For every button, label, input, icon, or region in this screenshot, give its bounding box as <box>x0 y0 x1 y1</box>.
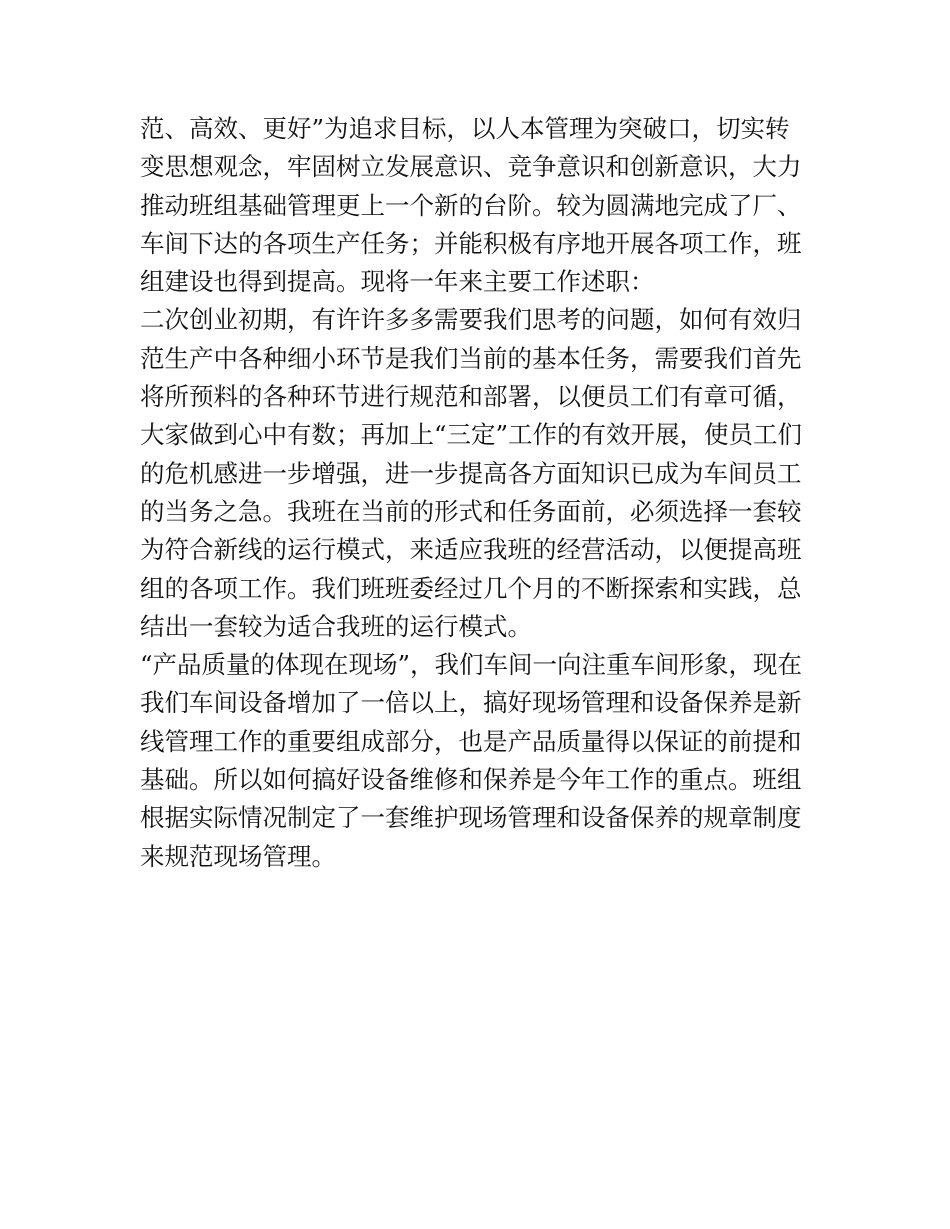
text-line: 为符合新线的运行模式，来适应我班的经营活动，以便提高班 <box>140 535 802 565</box>
text-line: “产品质量的体现在现场”，我们车间一向注重车间形象，现在 <box>140 650 803 680</box>
text-line: 车间下达的各项生产任务；并能积极有序地开展各项工作，班 <box>140 228 802 258</box>
text-line: 范、高效、更好”为追求目标，以人本管理为突破口，切实转 <box>140 114 790 143</box>
text-line: 变思想观念，牢固树立发展意识、竞争意识和创新意识，大力 <box>140 152 802 182</box>
text-line: 根据实际情况制定了一套维护现场管理和设备保养的规章制度 <box>140 803 802 833</box>
document-body <box>140 110 820 876</box>
text-line: 来规范现场管理。 <box>140 841 336 871</box>
text-line: 我们车间设备增加了一倍以上，搞好现场管理和设备保养是新 <box>140 688 802 718</box>
text-line: 大家做到心中有数；再加上“三定”工作的有效开展，使员工们 <box>140 420 803 450</box>
text-line: 的危机感进一步增强，进一步提高各方面知识已成为车间员工 <box>140 458 802 488</box>
text-line: 结出一套较为适合我班的运行模式。 <box>140 611 532 641</box>
text-line: 将所预料的各种环节进行规范和部署，以便员工们有章可循， <box>140 382 802 412</box>
text-line: 二次创业初期，有许许多多需要我们思考的问题，如何有效归 <box>140 305 802 335</box>
text-line: 基础。所以如何搞好设备维修和保养是今年工作的重点。班组 <box>140 765 802 795</box>
text-line: 线管理工作的重要组成部分，也是产品质量得以保证的前提和 <box>140 726 802 756</box>
text-line: 推动班组基础管理更上一个新的台阶。较为圆满地完成了厂、 <box>140 190 802 220</box>
text-line: 组建设也得到提高。现将一年来主要工作述职： <box>140 267 655 297</box>
text-line: 范生产中各种细小环节是我们当前的基本任务，需要我们首先 <box>140 343 802 373</box>
text-line: 的当务之急。我班在当前的形式和任务面前，必须选择一套较 <box>140 496 802 526</box>
text-line: 组的各项工作。我们班班委经过几个月的不断探索和实践，总 <box>140 573 802 603</box>
